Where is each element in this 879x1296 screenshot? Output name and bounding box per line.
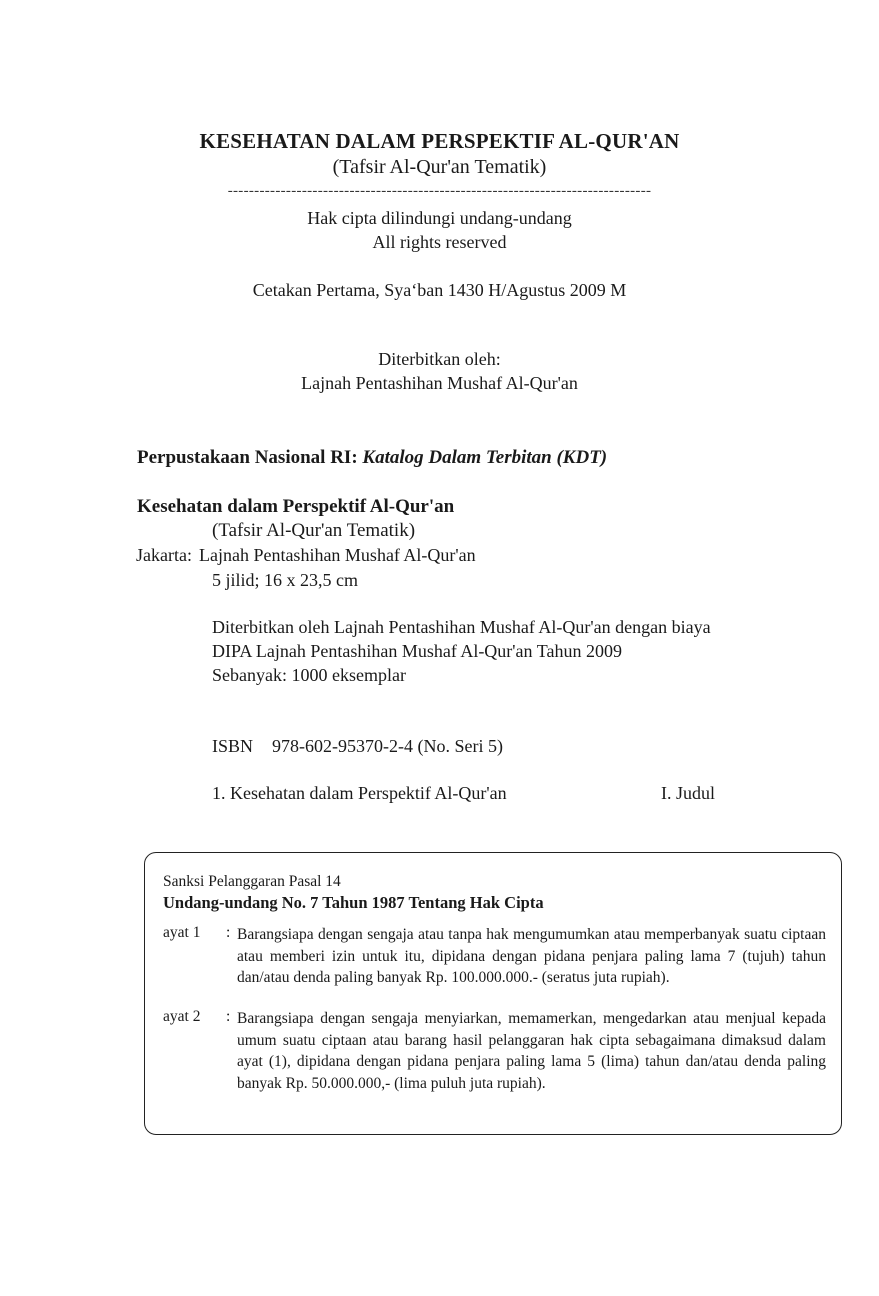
rights-reserved-line: All rights reserved [372, 232, 507, 252]
ayat-1-colon: : [226, 924, 231, 941]
catalog-title-entry: I. Judul [661, 783, 715, 803]
isbn-label: ISBN [212, 736, 254, 756]
catalog-place-publisher: Lajnah Pentashihan Mushaf Al-Qur'an [198, 545, 476, 565]
publisher-name: Lajnah Pentashihan Mushaf Al-Qur'an [301, 373, 578, 393]
ayat-1-text: Barangsiapa dengan sengaja atau tanpa hak mengumumkan atau memperbanyak suatu ciptaan atau memberi izin untuk itu, dipidana dengan pidana penjara paling lama 7 (tujuh) tahun dan/atau denda paling banyak Rp. 100.000.000.- (seratus juta rupiah). [237, 926, 826, 986]
book-subtitle: (Tafsir Al-Qur'an Tematik) [332, 156, 547, 178]
ayat-2-colon: : [226, 1008, 231, 1025]
copyright-line: Hak cipta dilindungi undang-undang [307, 208, 572, 228]
ayat-2-text: Barangsiapa dengan sengaja menyiarkan, memamerkan, mengedarkan atau menjual kepada umum suatu ciptaan atau barang hasil pelanggaran hak cipta sebagaimana dimaksud dalam ayat (1), dipidana dengan pidana penjara paling lama 5 (lima) tahun dan/atau denda paling banyak Rp. 50.000.000,- (lima puluh juta rupiah). [237, 1010, 826, 1092]
catalog-book-title: Kesehatan dalam Perspektif Al-Qur'an [137, 496, 455, 517]
catalog-heading-plain: Perpustakaan Nasional RI: [137, 447, 363, 468]
catalog-funding-line-1: Diterbitkan oleh Lajnah Pentashihan Mushaf Al-Qur'an dengan biaya [212, 617, 711, 637]
sanctions-heading: Sanksi Pelanggaran Pasal 14 [163, 873, 341, 890]
catalog-subject: 1. Kesehatan dalam Perspektif Al-Qur'an [212, 783, 507, 803]
book-title: KESEHATAN DALAM PERSPEKTIF AL-QUR'AN [199, 129, 680, 153]
catalog-heading [137, 447, 607, 469]
ayat-1-label: ayat 1 [163, 924, 201, 941]
separator-line: -------------------------------------------------------------------------------- [227, 183, 652, 199]
sanctions-law: Undang-undang No. 7 Tahun 1987 Tentang Hak Cipta [163, 893, 544, 912]
catalog-physical-description: 5 jilid; 16 x 23,5 cm [212, 570, 358, 590]
publisher-label: Diterbitkan oleh: [378, 349, 501, 369]
catalog-place-label: Jakarta: [136, 545, 192, 565]
catalog-heading-italic: Katalog Dalam Terbitan (KDT) [362, 447, 608, 468]
catalog-book-subtitle: (Tafsir Al-Qur'an Tematik) [212, 520, 416, 541]
catalog-place [136, 545, 476, 566]
ayat-2-label: ayat 2 [163, 1008, 201, 1025]
catalog-quantity: Sebanyak: 1000 eksemplar [212, 665, 406, 685]
catalog-funding-line-2: DIPA Lajnah Pentashihan Mushaf Al-Qur'an Tahun 2009 [212, 641, 622, 661]
isbn-value: 978-602-95370-2-4 (No. Seri 5) [272, 736, 503, 756]
edition-line: Cetakan Pertama, Sya‘ban 1430 H/Agustus 2009 M [252, 280, 627, 300]
